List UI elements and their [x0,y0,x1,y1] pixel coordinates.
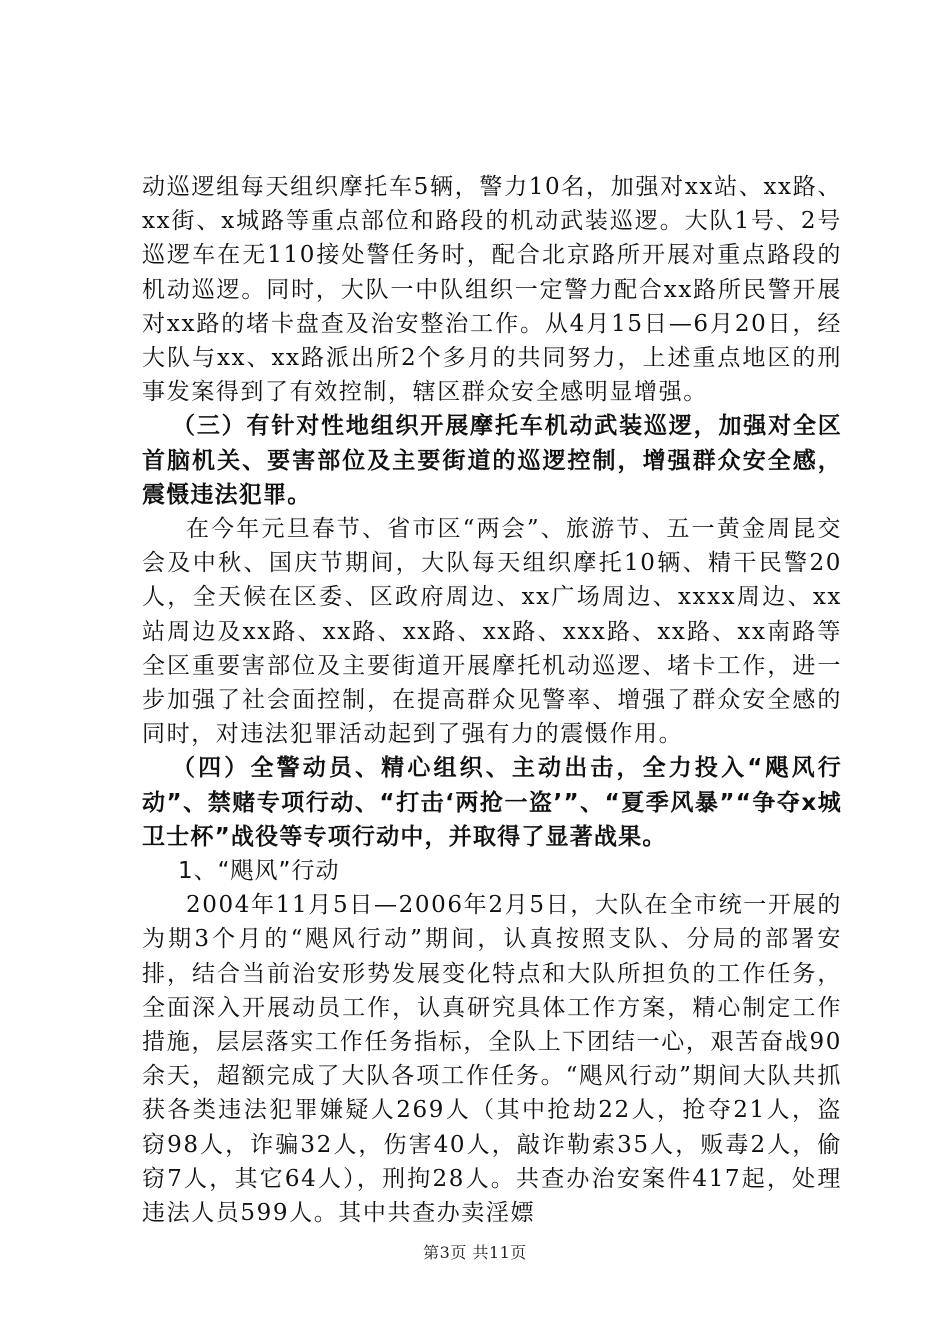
document-body [142,170,842,1230]
subsection-heading: 1、“飓风”行动 [178,858,340,885]
section-heading-4: （四）全警动员、精心组织、主动出击，全力投入“飓风行动”、禁赌专项行动、“打击‘两抢一盗’”、“夏季风暴”“争夺x城卫士杯”战役等专项行动中，并取得了显著战果。 [142,755,842,850]
page-number-footer: 第3页 共11页 [423,1243,527,1262]
body-paragraph: 2004年11月5日—2006年2月5日，大队在全市统一开展的为期3个月的“飓风行动”期间，认真按照支队、分局的部署安排，结合当前治安形势发展变化特点和大队所担负的工作任务，全面深入开展动员工作，认真研究具体工作方案，精心制定工作措施，层层落实工作任务指标，全队上下团结一心，艰苦奋战90余天，超额完成了大队各项工作任务。“飓风行动”期间大队共抓获各类违法犯罪嫌疑人269人（其中抢劫22人，抢夺21人，盗窃98人，诈骗32人，伤害40人，敲诈勒索35人，贩毒2人，偷窃7人，其它64人），刑拘28人。共查办治安案件417起，处理违法人员599人。其中共查办卖淫嫖 [142,892,842,1227]
body-paragraph: 动巡逻组每天组织摩托车5辆，警力10名，加强对xx站、xx路、xx街、x城路等重点部位和路段的机动武装巡逻。大队1号、2号巡逻车在无110接处警任务时，配合北京路所开展对重点路段的机动巡逻。同时，大队一中队组织一定警力配合xx路所民警开展对xx路的堵卡盘查及治安整治工作。从4月15日—6月20日，经大队与xx、xx路派出所2个多月的共同努力，上述重点地区的刑事发案得到了有效控制，辖区群众安全感明显增强。 [142,174,842,406]
body-paragraph: 在今年元旦春节、省市区“两会”、旅游节、五一黄金周昆交会及中秋、国庆节期间，大队每天组织摩托10辆、精干民警20人，全天候在区委、区政府周边、xx广场周边、xxxx周边、xx站周边及xx路、xx路、xx路、xx路、xxx路、xx路、xx南路等全区重要害部位及主要街道开展摩托机动巡逻、堵卡工作，进一步加强了社会面控制，在提高群众见警率、增强了群众安全感的同时，对违法犯罪活动起到了强有力的震慑作用。 [142,516,842,748]
section-heading-3: （三）有针对性地组织开展摩托车机动武装巡逻，加强对全区首脑机关、要害部位及主要街道的巡逻控制，增强群众安全感，震慑违法犯罪。 [142,413,842,508]
